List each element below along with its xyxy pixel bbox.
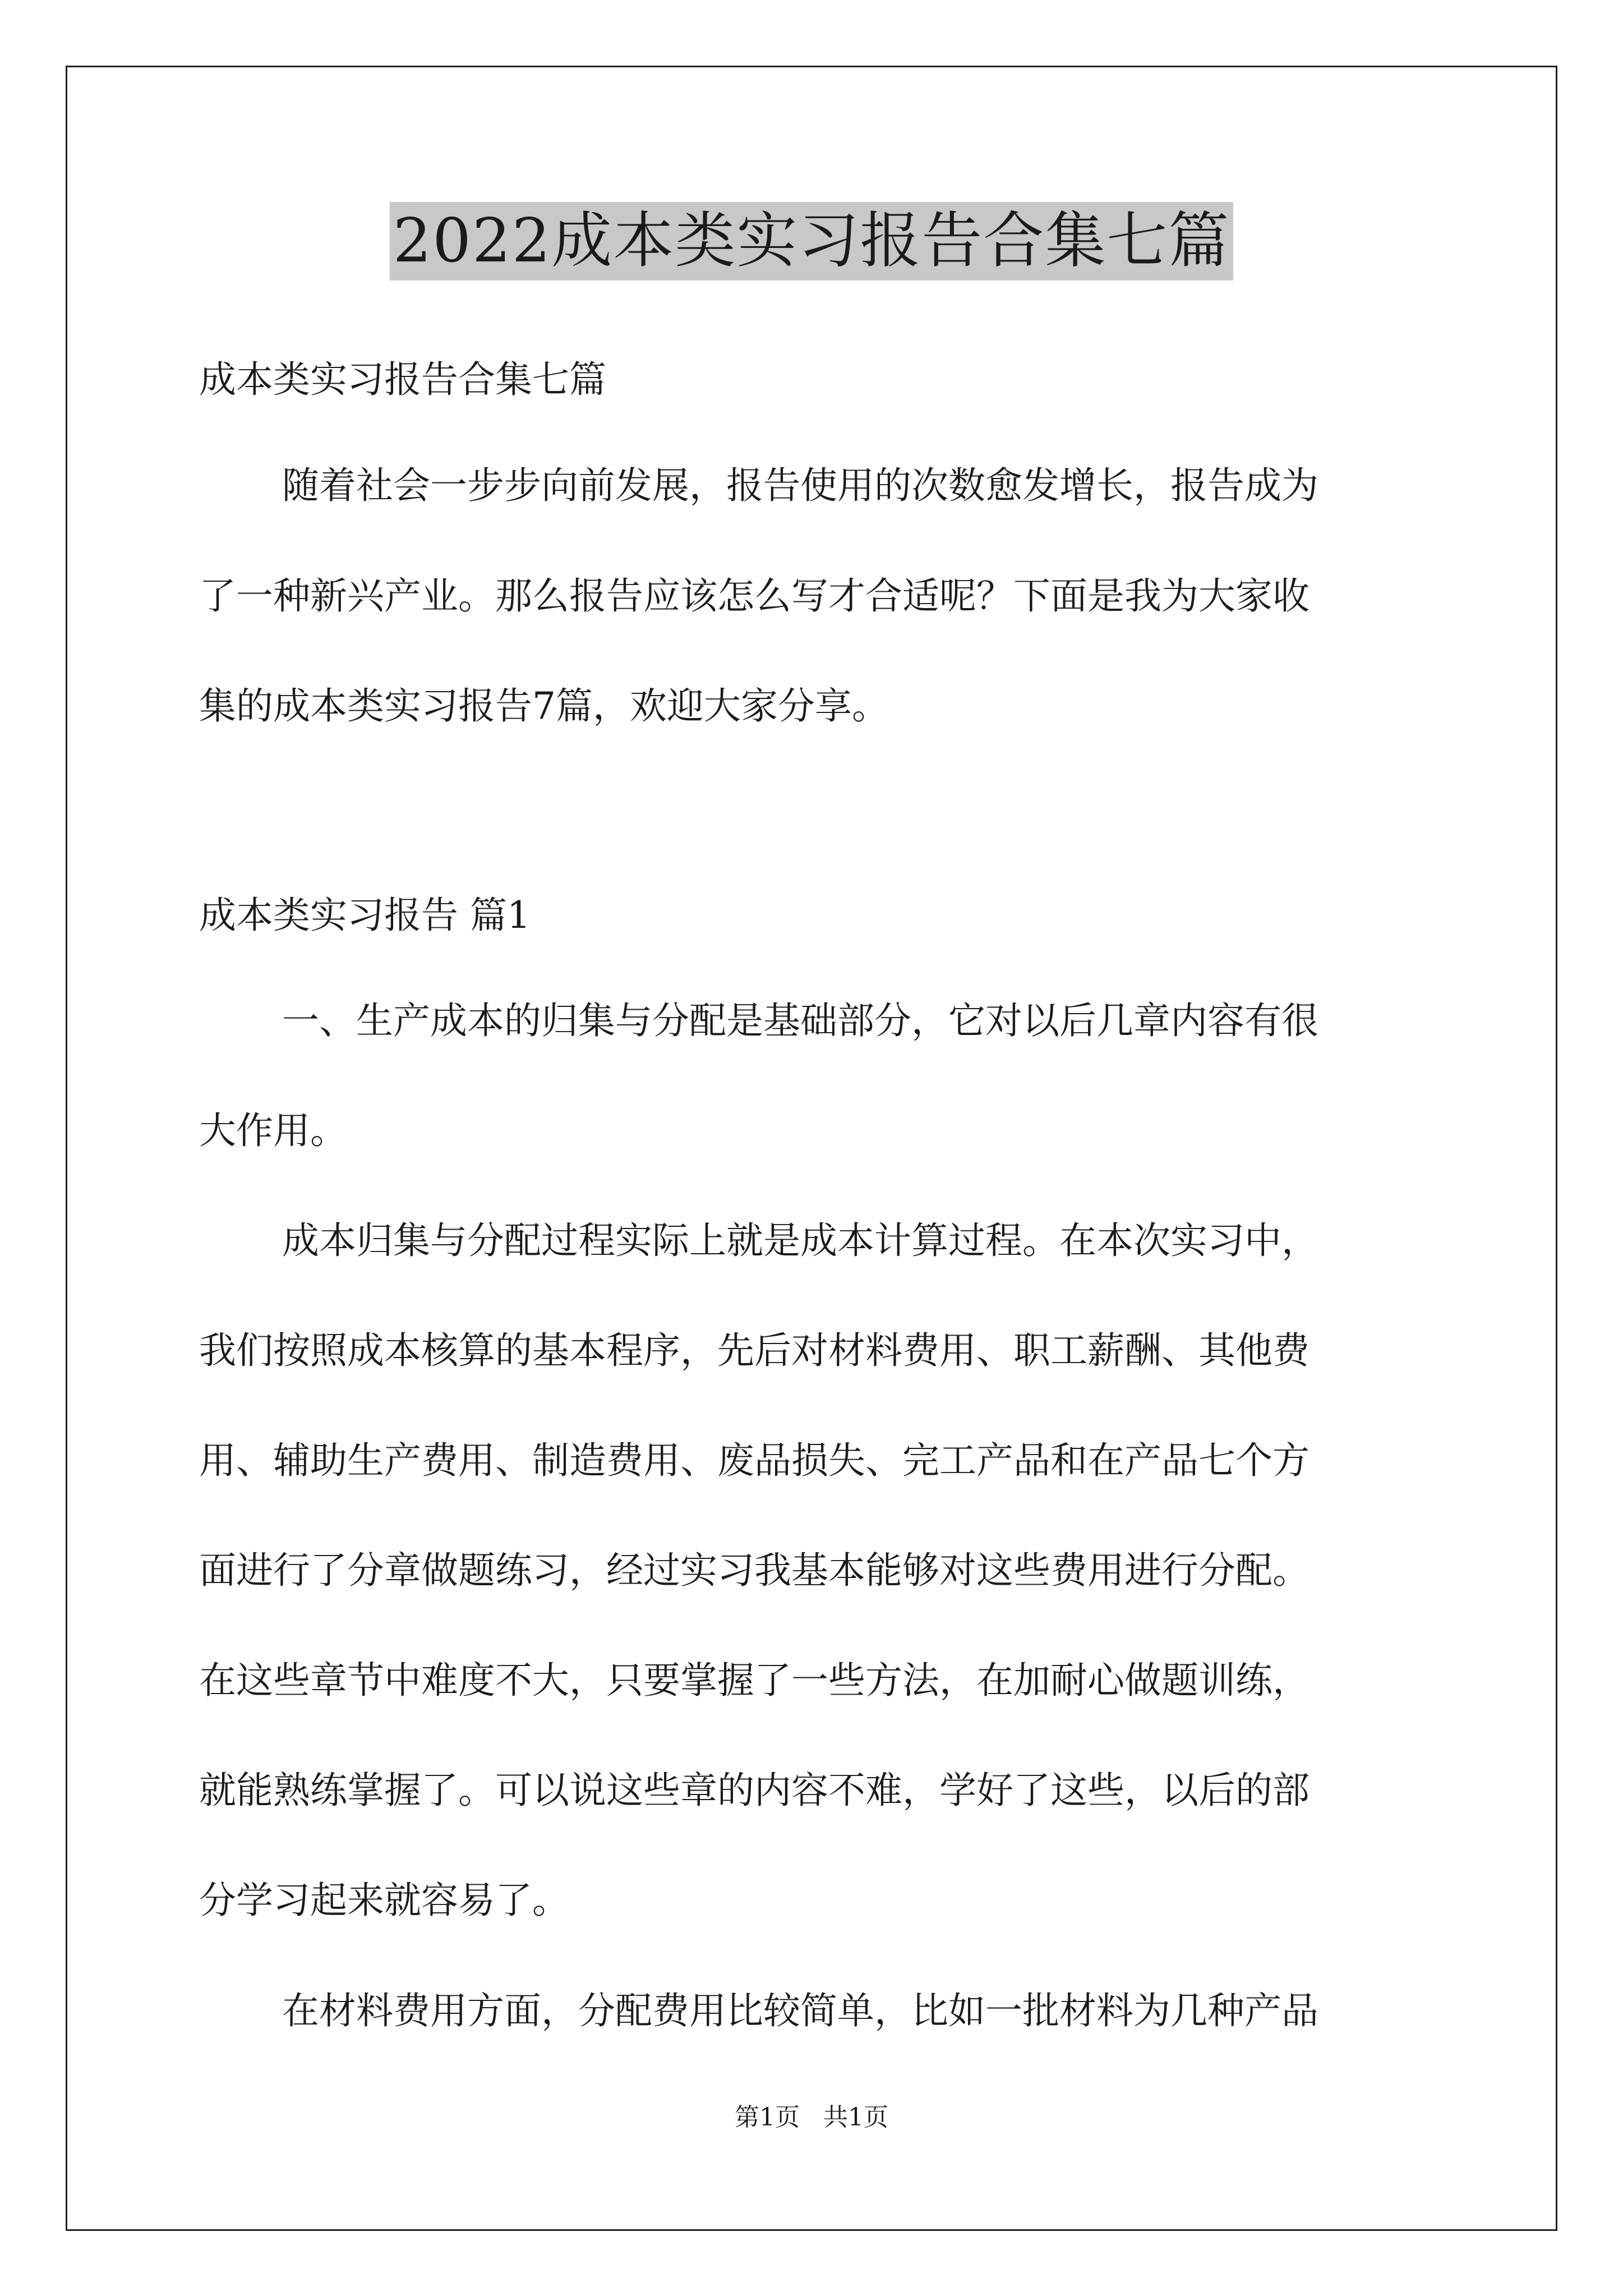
title-container bbox=[0, 202, 1623, 280]
paragraph-line: 一、生产成本的归集与分配是基础部分，它对以后几章内容有很 bbox=[282, 999, 1318, 1042]
paragraph-line: 用、辅助生产费用、制造费用、废品损失、完工产品和在产品七个方 bbox=[199, 1439, 1310, 1482]
document-subtitle: 成本类实习报告合集七篇 bbox=[199, 358, 606, 401]
paragraph-line: 了一种新兴产业。那么报告应该怎么写才合适呢？下面是我为大家收 bbox=[199, 574, 1310, 618]
paragraph-line: 面进行了分章做题练习，经过实习我基本能够对这些费用进行分配。 bbox=[199, 1549, 1310, 1592]
section-heading: 成本类实习报告 篇1 bbox=[199, 894, 531, 937]
paragraph-line: 我们按照成本核算的基本程序，先后对材料费用、职工薪酬、其他费 bbox=[199, 1329, 1310, 1372]
paragraph-line: 大作用。 bbox=[199, 1109, 347, 1152]
paragraph-line: 成本归集与分配过程实际上就是成本计算过程。在本次实习中， bbox=[282, 1219, 1318, 1262]
paragraph-line: 分学习起来就容易了。 bbox=[199, 1879, 569, 1922]
paragraph-line: 随着社会一步步向前发展，报告使用的次数愈发增长，报告成为 bbox=[282, 464, 1318, 507]
paragraph-line: 在这些章节中难度不大，只要掌握了一些方法，在加耐心做题训练， bbox=[199, 1659, 1310, 1702]
paragraph-line: 在材料费用方面，分配费用比较简单，比如一批材料为几种产品 bbox=[282, 1989, 1318, 2032]
paragraph-line: 就能熟练掌握了。可以说这些章的内容不难，学好了这些，以后的部 bbox=[199, 1769, 1310, 1812]
document-title: 2022成本类实习报告合集七篇 bbox=[390, 202, 1234, 280]
paragraph-line: 集的成本类实习报告7篇，欢迎大家分享。 bbox=[199, 684, 889, 728]
page-footer: 第1页 共1页 bbox=[735, 2103, 888, 2132]
